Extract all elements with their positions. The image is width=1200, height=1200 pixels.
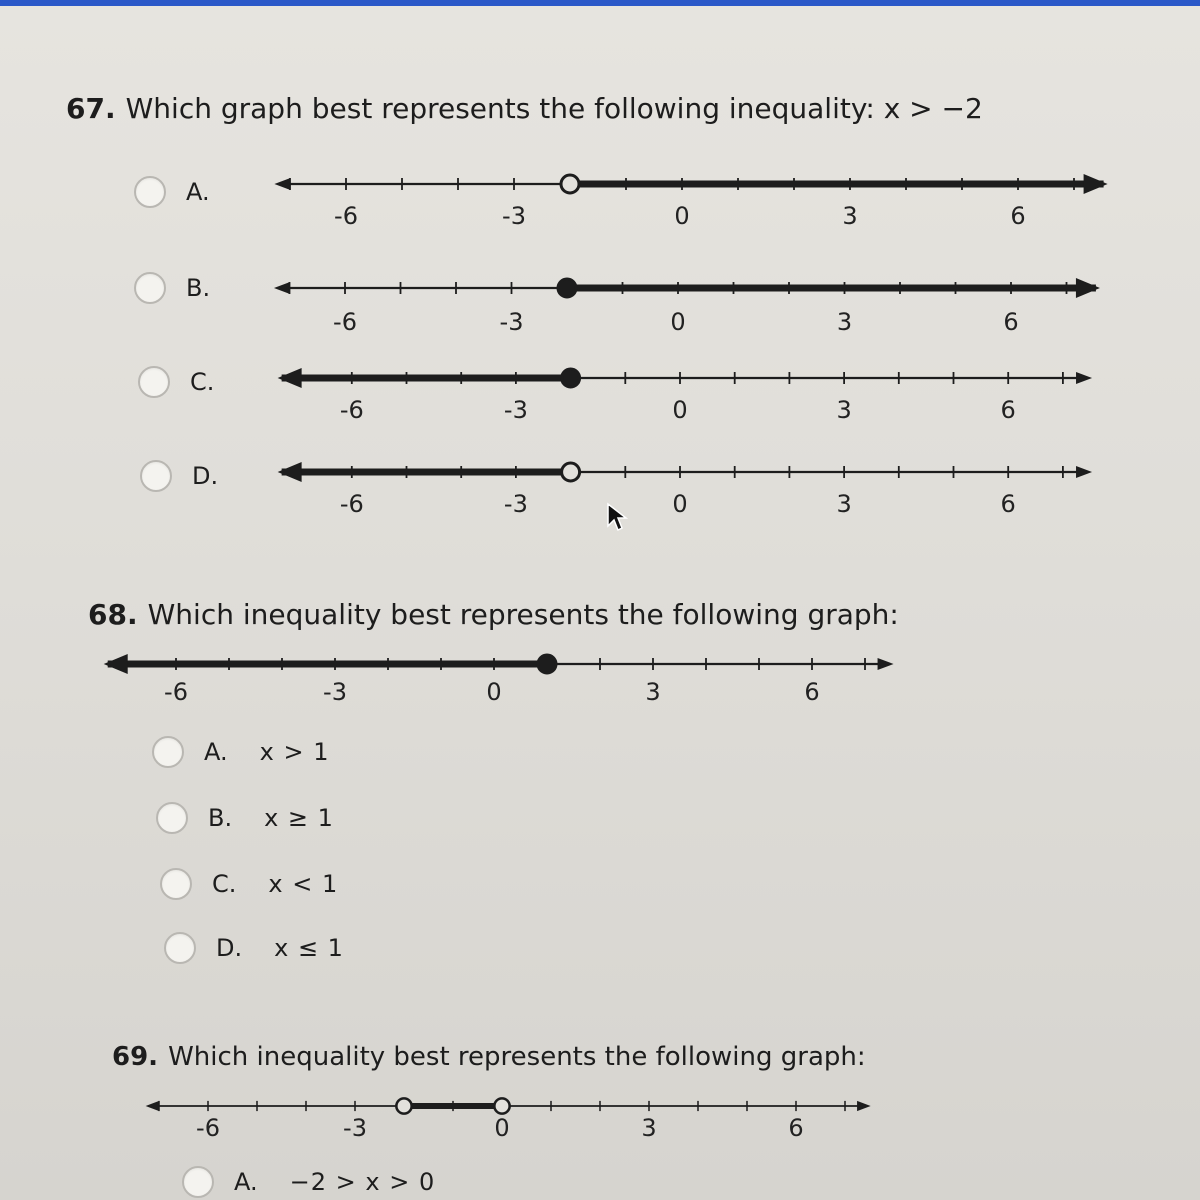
axis-arrow-right — [1076, 466, 1092, 478]
question-text: Which graph best represents the following inequality: x > −2 — [125, 92, 983, 125]
axis-arrow-right — [878, 658, 894, 670]
axis-arrow-right — [857, 1101, 871, 1111]
q67-option-c[interactable] — [138, 366, 214, 398]
question-number: 69. — [112, 1042, 159, 1072]
option-letter: B. — [186, 274, 211, 302]
solution-arrow-right — [1084, 174, 1108, 194]
radio-button[interactable] — [134, 176, 166, 208]
option-text: x < 1 — [268, 870, 339, 898]
solution-arrow-left — [278, 462, 302, 482]
tick-label: 6 — [1003, 308, 1019, 336]
mouse-pointer-icon — [606, 502, 628, 532]
radio-button[interactable] — [156, 802, 188, 834]
tick-label: -3 — [499, 308, 524, 336]
q67-option-b[interactable] — [134, 272, 210, 304]
q67-option-d[interactable] — [140, 460, 218, 492]
option-text: x > 1 — [259, 738, 330, 766]
option-text: x ≤ 1 — [274, 934, 344, 962]
axis-arrow-left — [274, 282, 290, 294]
tick-label: -3 — [502, 202, 526, 230]
tick-label: -6 — [333, 308, 357, 336]
tick-label: 6 — [804, 678, 820, 706]
tick-label: 3 — [842, 202, 858, 230]
option-letter: D. — [192, 462, 219, 490]
tick-label: 0 — [494, 1114, 510, 1142]
radio-button[interactable] — [134, 272, 166, 304]
tick-label: -3 — [503, 490, 528, 518]
option-letter: A. — [186, 178, 210, 206]
tick-label: -6 — [164, 678, 188, 706]
tick-label: 3 — [641, 1114, 657, 1142]
question-69-title — [112, 1042, 866, 1072]
q68-option-c[interactable] — [160, 868, 338, 900]
tick-label: -6 — [339, 490, 364, 518]
radio-button[interactable] — [160, 868, 192, 900]
q68-option-d[interactable] — [164, 932, 344, 964]
option-letter: C. — [212, 870, 237, 898]
tick-label: 3 — [836, 308, 853, 336]
open-endpoint — [562, 463, 580, 481]
q67-d-number-line — [256, 456, 1106, 524]
option-letter: A. — [204, 738, 228, 766]
option-letter: C. — [190, 368, 215, 396]
open-endpoint — [396, 1098, 411, 1113]
open-endpoint — [561, 175, 579, 193]
tick-label: -6 — [334, 202, 358, 230]
tick-label: -3 — [503, 396, 528, 424]
q67-c-number-line — [256, 362, 1106, 430]
tick-label: 0 — [672, 490, 688, 518]
q68-option-b[interactable] — [156, 802, 334, 834]
q67-b-number-line — [262, 270, 1162, 338]
radio-button[interactable] — [182, 1166, 214, 1198]
axis-arrow-right — [1076, 372, 1092, 384]
closed-endpoint — [538, 655, 556, 673]
option-letter: A. — [234, 1168, 258, 1196]
q68-option-a[interactable] — [152, 736, 329, 768]
tick-label: 0 — [486, 678, 502, 706]
tick-label: 6 — [1000, 490, 1016, 518]
question-number: 68. — [88, 598, 138, 631]
tick-label: 3 — [836, 396, 852, 424]
radio-button[interactable] — [138, 366, 170, 398]
radio-button[interactable] — [140, 460, 172, 492]
tick-label: 0 — [670, 308, 686, 336]
option-letter: B. — [208, 804, 233, 832]
tick-label: -3 — [323, 678, 347, 706]
question-text: Which inequality best represents the following graph: — [147, 598, 899, 631]
tick-label: 3 — [645, 678, 661, 706]
question-number: 67. — [66, 92, 116, 125]
q67-a-number-line — [262, 166, 1162, 234]
question-text: Which inequality best represents the following graph: — [168, 1042, 866, 1072]
tick-label: 0 — [674, 202, 690, 230]
tick-label: 6 — [788, 1114, 804, 1142]
tick-label: 6 — [1010, 202, 1026, 230]
radio-button[interactable] — [164, 932, 196, 964]
q69-number-line — [180, 1094, 890, 1154]
q68-number-line — [154, 650, 904, 718]
axis-arrow-left — [274, 178, 290, 190]
open-endpoint — [494, 1098, 509, 1113]
option-text: −2 > x > 0 — [289, 1168, 436, 1196]
tick-label: 0 — [672, 396, 688, 424]
option-letter: D. — [216, 934, 243, 962]
closed-endpoint — [562, 369, 580, 387]
tick-label: -3 — [343, 1114, 367, 1142]
tick-label: 3 — [836, 490, 852, 518]
solution-arrow-left — [278, 368, 302, 388]
question-68-title — [88, 598, 899, 631]
tick-label: 6 — [1000, 396, 1016, 424]
q69-option-a[interactable] — [182, 1166, 435, 1198]
solution-arrow-right — [1076, 278, 1100, 298]
q67-option-a[interactable] — [134, 176, 210, 208]
option-text: x ≥ 1 — [264, 804, 334, 832]
question-67-title — [66, 92, 983, 125]
tick-label: -6 — [196, 1114, 220, 1142]
radio-button[interactable] — [152, 736, 184, 768]
tick-label: -6 — [339, 396, 364, 424]
closed-endpoint — [558, 279, 576, 297]
